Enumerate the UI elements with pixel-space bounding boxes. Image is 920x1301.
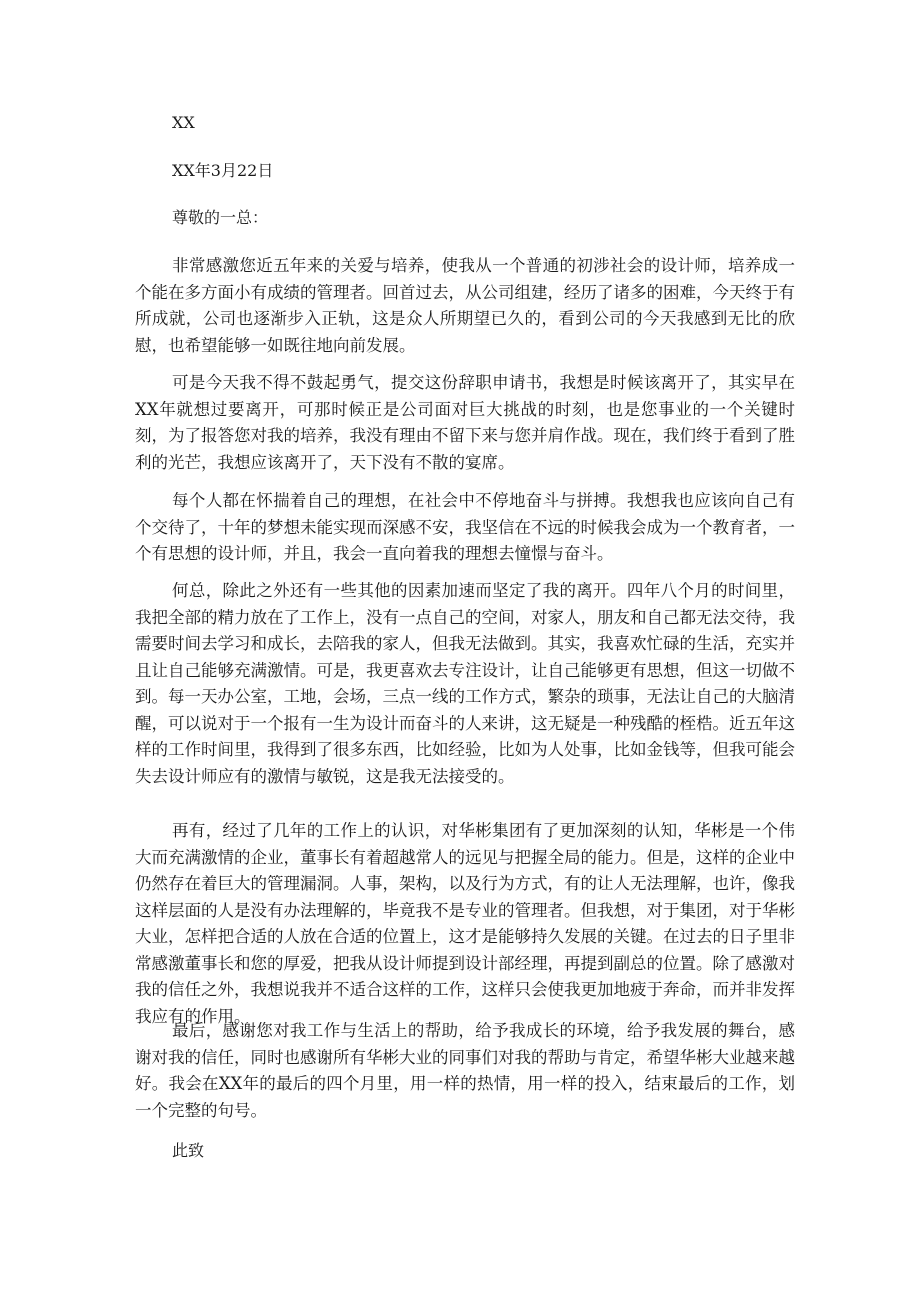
letter-date: XX年3月22日 [172,161,274,180]
body-paragraph-2: 可是今天我不得不鼓起勇气，提交这份辞职申请书，我想是时候该离开了，其实早在XX年就想过要离开，可那时候正是公司面对巨大挑战的时刻，也是您事业的一个关键时刻，为了报答您对我的培养，我没有理由不留下来与您并肩作战。现在，我们终于看到了胜利的光芒，我想应该离开了，天下没有不散的宴席。 [135,373,795,472]
body-paragraph-5: 再有，经过了几年的工作上的认识，对华彬集团有了更加深刻的认知，华彬是一个伟大而充满激情的企业，董事长有着超越常人的远见与把握全局的能力。但是，这样的企业中仍然存在着巨大的管理漏洞。人事，架构，以及行为方式，有的让人无法理解，也许，像我这样层面的人是没有办法理解的，毕竟我不是专业的管理者。但我想，对于集团，对于华彬大业，怎样把合适的人放在合适的位置上，这才是能够持久发展的关键。在过去的日子里非常感激董事长和您的厚爱，把我从设计师提到设计部经理，再提到副总的位置。除了感激对我的信任之外，我想说我并不适合这样的工作，这样只会使我更加地疲于奔命，而并非发挥我应有的作用。 [135,821,795,1026]
letter-salutation: 尊敬的一总： [172,208,269,227]
body-paragraph-1: 非常感激您近五年来的关爱与培养，使我从一个普通的初涉社会的设计师，培养成一个能在多方面小有成绩的管理者。回首过去，从公司组建，经历了诸多的困难，今天终于有所成就，公司也逐渐步入正轨，这是众人所期望已久的，看到公司的今天我感到无比的欣慰，也希望能够一如既往地向前发展。 [135,256,795,355]
letter-closing: 此致 [172,1141,205,1160]
body-paragraph-3: 每个人都在怀揣着自己的理想，在社会中不停地奋斗与拼搏。我想我也应该向自己有个交待了，十年的梦想未能实现而深感不安，我坚信在不远的时候我会成为一个教育者，一个有思想的设计师，并且，我会一直向着我的理想去憧憬与奋斗。 [135,491,795,563]
letter-heading: XX [172,113,195,132]
body-paragraph-4: 何总，除此之外还有一些其他的因素加速而坚定了我的离开。四年八个月的时间里，我把全部的精力放在了工作上，没有一点自己的空间，对家人，朋友和自己都无法交待，我需要时间去学习和成长，去陪我的家人，但我无法做到。其实，我喜欢忙碌的生活，充实并且让自己能够充满激情。可是，我更喜欢去专注设计，让自己能够更有思想，但这一切做不到。每一天办公室，工地，会场，三点一线的工作方式，繁杂的琐事，无法让自己的大脑清醒，可以说对于一个报有一生为设计而奋斗的人来讲，这无疑是一种残酷的桎梏。近五年这样的工作时间里，我得到了很多东西，比如经验，比如为人处事，比如金钱等，但我可能会失去设计师应有的激情与敏锐，这是我无法接受的。 [135,581,795,786]
body-paragraph-6: 最后，感谢您对我工作与生活上的帮助，给予我成长的环境，给予我发展的舞台，感谢对我的信任，同时也感谢所有华彬大业的同事们对我的帮助与肯定，希望华彬大业越来越好。我会在XX年的最后的四个月里，用一样的热情，用一样的投入，结束最后的工作，划一个完整的句号。 [135,1021,795,1120]
